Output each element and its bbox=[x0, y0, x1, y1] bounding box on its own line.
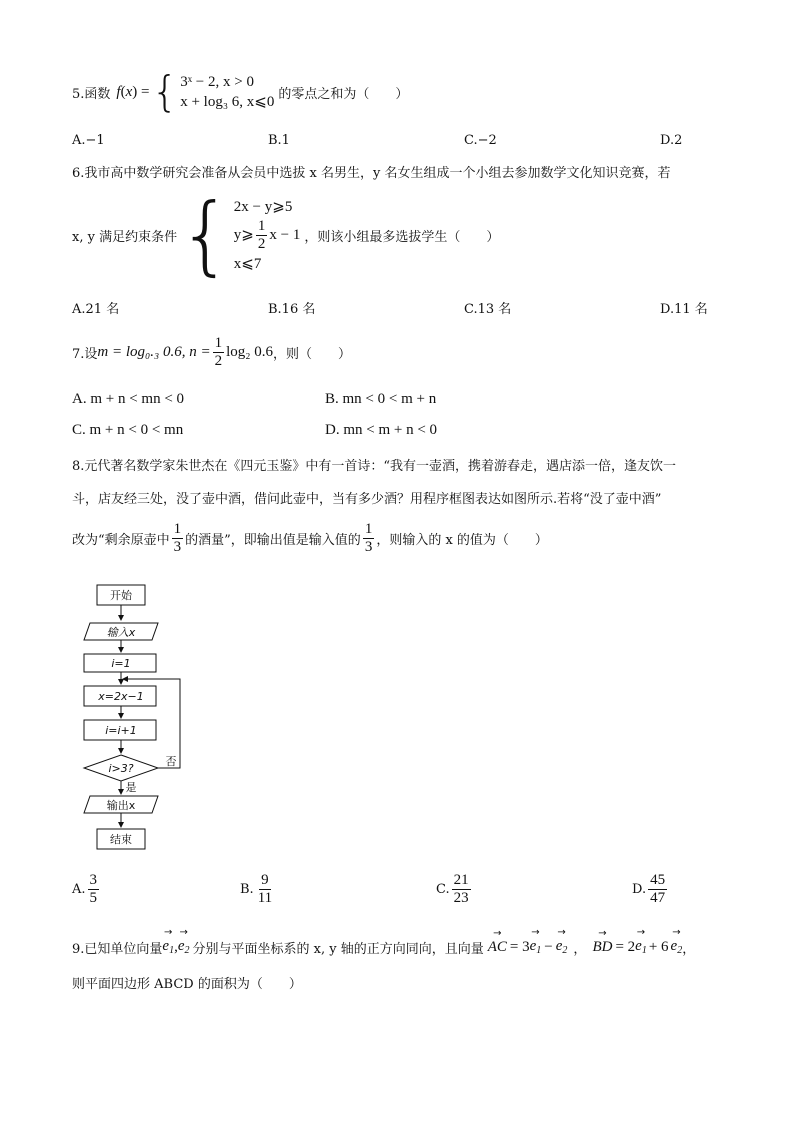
q9-line-2: 则平面四边形 ABCD 的面积为（ ） bbox=[72, 977, 302, 992]
q8-line-1: 8.元代著名数学家朱世杰在《四元玉鉴》中有一首诗：“我有一壶酒，携着游春走，遇店添一倍，逢友饮一 bbox=[72, 459, 677, 474]
q8-line-3c: ，则输入的 x 的值为（ ） bbox=[376, 532, 548, 548]
q9-vector-e2: → $e_2$ bbox=[178, 938, 190, 956]
q7-option-a: A. m + n < mn < 0 bbox=[72, 391, 185, 407]
q7-fraction: $\frac{1}{2}$ bbox=[214, 334, 223, 369]
q5-suffix: 的零点之和为（ ） bbox=[278, 86, 409, 102]
q6-fraction: $\frac{1}{2}$ bbox=[257, 217, 266, 252]
flow-yes-label: 是 bbox=[125, 781, 137, 794]
q6-option-b: B.16 名 bbox=[268, 302, 316, 317]
q8-fraction-1: $\frac{1}{3}$ bbox=[173, 520, 182, 555]
q6-case-2b: x − 1 bbox=[269, 227, 301, 243]
q9-text-a: 9.已知单位向量 bbox=[72, 941, 163, 957]
q9-bd-eq: = 2 bbox=[615, 938, 636, 955]
q6-case-1: 2x − y⩾5 bbox=[233, 198, 293, 215]
q7-option-c: C. m + n < 0 < mn bbox=[72, 422, 184, 438]
q8-option-c: C. $\frac{21}{23}$ bbox=[436, 872, 469, 906]
flow-init-label: i=1 bbox=[111, 657, 131, 670]
flow-output-label: 输出x bbox=[106, 799, 136, 812]
q5-option-b: B.1 bbox=[268, 133, 290, 148]
q6-option-a: A.21 名 bbox=[72, 302, 120, 317]
q6-case-3: x⩽7 bbox=[233, 255, 262, 272]
q9-text-b: 分别与平面坐标系的 x, y 轴的正方向同向，且向量 bbox=[192, 941, 484, 957]
q9-vector-e1: → $e_1$ bbox=[162, 938, 174, 956]
q7-expr-b: log₂ 0.6 bbox=[226, 343, 273, 360]
q5-prefix: 5.函数 bbox=[72, 86, 111, 102]
flow-start-label: 开始 bbox=[110, 589, 132, 602]
q9-vector-bd: → BD bbox=[592, 939, 612, 956]
q6-option-c: C.13 名 bbox=[464, 302, 512, 317]
q5-option-d: D.2 bbox=[660, 133, 683, 148]
q5-option-c: C.−2 bbox=[464, 133, 497, 148]
q8-line-2: 斗，店友经三处，没了壶中酒，借问此壶中，当有多少酒？用程序框图表达如图所示.若将“没了壶中酒” bbox=[72, 492, 662, 507]
q7-option-d: D. mn < m + n < 0 bbox=[325, 422, 438, 438]
flow-step2-label: i=i+1 bbox=[105, 724, 137, 737]
q7-suffix: ，则（ ） bbox=[273, 346, 352, 362]
q6-cond-prefix: x, y 满足约束条件 bbox=[72, 229, 178, 245]
q9-ac-eq: = 3 bbox=[509, 938, 530, 955]
flowchart bbox=[70, 575, 200, 860]
q8-line-3b: 的酒量”，即输出值是输入值的 bbox=[185, 532, 361, 548]
q5-option-a: A.−1 bbox=[72, 133, 105, 148]
q8-option-b: B. $\frac{9}{11}$ bbox=[240, 872, 273, 906]
q8-option-a: A. $\frac{3}{5}$ bbox=[72, 872, 98, 906]
q6-case-2a: y⩾ bbox=[233, 227, 254, 243]
q8-option-d: D. $\frac{45}{47}$ bbox=[632, 872, 666, 906]
q6-option-d: D.11 名 bbox=[660, 302, 708, 317]
q5-case-2: x + log₃ 6, x⩽0 bbox=[180, 94, 275, 110]
q5-case-1: 3ˣ − 2, x > 0 bbox=[180, 74, 254, 90]
q7-expr-a: m = log₀.₃ 0.6, n = bbox=[97, 343, 211, 360]
q6-line-1: 6.我市高中数学研究会准备从会员中选拔 x 名男生，y 名女生组成一个小组去参加数学文化知识竞赛，若 bbox=[72, 166, 671, 181]
q8-line-3a: 改为“剩余原壶中 bbox=[72, 532, 170, 548]
q7-prefix: 7.设 bbox=[72, 346, 98, 362]
flow-no-label: 否 bbox=[165, 755, 177, 768]
q6-cond-suffix: ，则该小组最多选拔学生（ ） bbox=[304, 229, 500, 245]
q7-option-b: B. mn < 0 < m + n bbox=[325, 391, 437, 407]
q9-vector-ac: → AC bbox=[488, 939, 507, 956]
flow-cond-label: i>3? bbox=[108, 762, 134, 775]
flow-end-label: 结束 bbox=[110, 833, 132, 846]
q8-fraction-2: $\frac{1}{3}$ bbox=[364, 520, 373, 555]
flow-input-label: 输入x bbox=[106, 626, 136, 639]
flow-step1-label: x=2x−1 bbox=[98, 690, 144, 703]
